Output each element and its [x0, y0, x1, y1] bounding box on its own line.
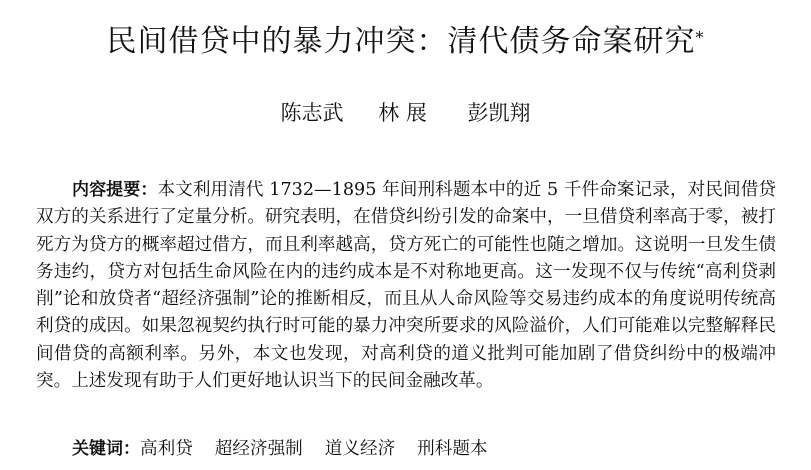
author-name: 林 展	[378, 101, 427, 125]
paper-title	[0, 22, 811, 62]
keyword: 高利贷	[140, 439, 193, 459]
keyword: 超经济强制	[214, 439, 303, 459]
author-name: 彭凯翔	[467, 101, 531, 125]
keywords-label: 关键词：	[72, 439, 140, 459]
title-footnote-marker: *	[695, 28, 705, 47]
abstract	[36, 177, 776, 395]
keywords	[72, 436, 772, 463]
keyword: 道义经济	[324, 439, 396, 459]
abstract-label: 内容提要：	[72, 180, 158, 200]
author-list	[0, 98, 811, 128]
keyword: 刑科题本	[417, 439, 488, 459]
paper-title-text: 民间借贷中的暴力冲突：清代债务命案研究	[106, 24, 696, 59]
abstract-text: 本文利用清代 1732—1895 年间刑科题本中的近 5 千件命案记录，对民间借贷双方的关系进行了定量分析。研究表明，在借贷纠纷引发的命案中，一旦借贷利率高于零，被打死方为贷方的概率超过借方，而且利率越高，贷方死亡的可能性也随之增加。这说明一旦发生债务违约，贷方对包括生命风险在内的违约成本是不对称地更高。这一发现不仅与传统“高利贷剥削”论和放贷者“超经济强制”论的推断相反，而且从人命风险等交易违约成本的角度说明传统高利贷的成因。如果忽视契约执行时可能的暴力冲突所要求的风险溢价，人们可能难以完整解释民间借贷的高额利率。另外，本文也发现，对高利贷的道义批判可能加剧了借贷纠纷中的极端冲突。上述发现有助于人们更好地认识当下的民间金融改革。	[36, 180, 776, 392]
author-name: 陈志武	[280, 101, 344, 125]
